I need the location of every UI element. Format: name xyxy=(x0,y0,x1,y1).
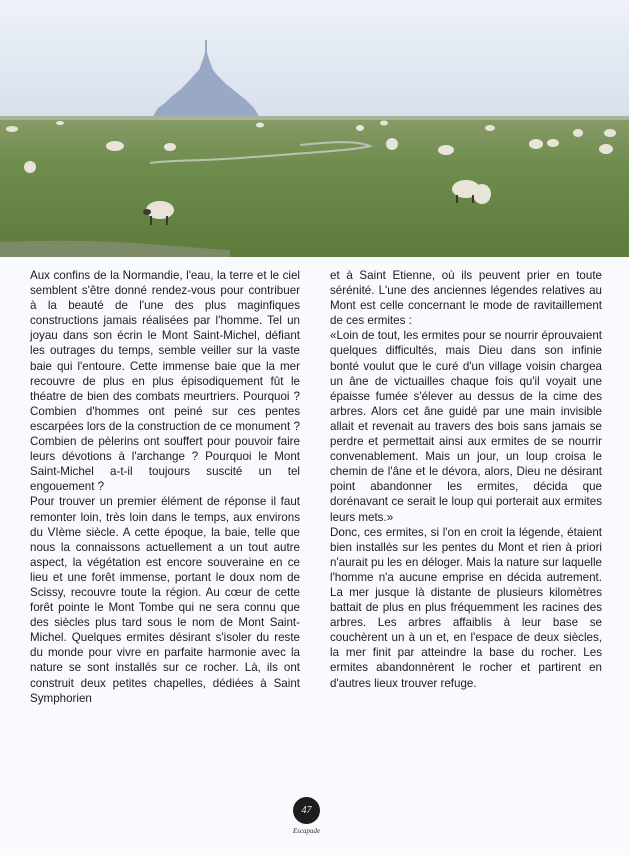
article-column-right xyxy=(330,268,602,691)
salt-meadow xyxy=(0,116,629,257)
mont-saint-michel-photo xyxy=(0,0,629,257)
header-photo xyxy=(0,0,629,257)
article-paragraph: Pour trouver un premier élément de réponse il faut remonter loin, très loin dans le temps, aux environs du VIème siècle. A cette époque, la baie, telle que nous la connaissons actuellement a un tout autre aspect, la végétation est encore souveraine en ce lieu et une forêt immense, portant le doux nom de Scissy, recouvre toute la région. Au cœur de cette forêt pointe le Mont Tombe qui ne sera connu que des siècles plus tard sous le nom de Mont Saint-Michel. Quelques ermites désirant s'isoler du reste du monde pour vivre en parfaite harmonie avec la nature se sont installés sur ce rocher. Là, ils ont construit deux petites chapelles, dédiées à Saint Symphorien xyxy=(30,495,300,705)
page-number-badge: 47 xyxy=(293,797,320,824)
article-paragraph: «Loin de tout, les ermites pour se nourrir éprouvaient quelques difficultés, mais Dieu dans son infinie bonté voulut que le curé d'un village voisin chargea un âne de victuailles chaque fois qu'il voyait une épaisse fumée s'élever au dessus de la cime des arbres. Alors cet âne guidé par une main invisible allait et revenait au travers des bois sans jamais se perdre et permettait ainsi aux ermites de se nourrir convenablement. Mais un jour, un loup croisa le chemin de l'âne et le dévora, alors, Dieu ne désirant point abandonner les ermites, décida que dorénavant ce serait le loup qui porterait aux ermites leurs mets.» xyxy=(330,329,602,524)
article-paragraph: Donc, ces ermites, si l'on en croit la légende, étaient bien installés sur les pentes du Mont et rien à priori n'aurait pu les en déloger. Mais la nature sur laquelle l'homme n'a aucune emprise en décida autrement. La mer jusque là distante de plusieurs kilomètres battait de plus en plus fréquemment les racines des arbres. Les arbres affaiblis à leur base se couchèrent un à un et, en l'espace de deux siècles, la mer finit par atteindre la base du rocher. Les ermites abandonnèrent le rocher et partirent en d'autres lieux trouver refuge. xyxy=(330,525,602,690)
article-paragraph: et à Saint Etienne, où ils peuvent prier en toute sérénité. L'une des anciennes légendes relatives au Mont est celle concernant le mode de ravitaillement de ces ermites : xyxy=(330,269,602,328)
sky xyxy=(0,0,629,118)
horizon-strip xyxy=(0,116,629,120)
magazine-brand: Escapade xyxy=(292,827,321,835)
article-column-left xyxy=(30,268,300,706)
article-paragraph: Aux confins de la Normandie, l'eau, la terre et le ciel semblent s'être donné rendez-vous pour contribuer à la beauté de l'une des plus maginfiques constructions jamais réalisées par l'homme. Tel un joyau dans son écrin le Mont Saint-Michel, défiant les outrages du temps, semble veiller sur la vaste baie qui l'entoure. Cette immense baie que la mer recouvre de plus en plus épisodiquement fût le théatre de bien des combats meurtriers. Pourquoi ? Combien d'hommes ont peiné sur ces pentes escarpées lors de la construction de ce monument ? Combien de pèlerins ont souffert pour pouvoir faire leurs dévotions à l'archange ? Pourquoi le Mont Saint-Michel a-t-il toujours suscité un tel engouement ? xyxy=(30,269,300,494)
